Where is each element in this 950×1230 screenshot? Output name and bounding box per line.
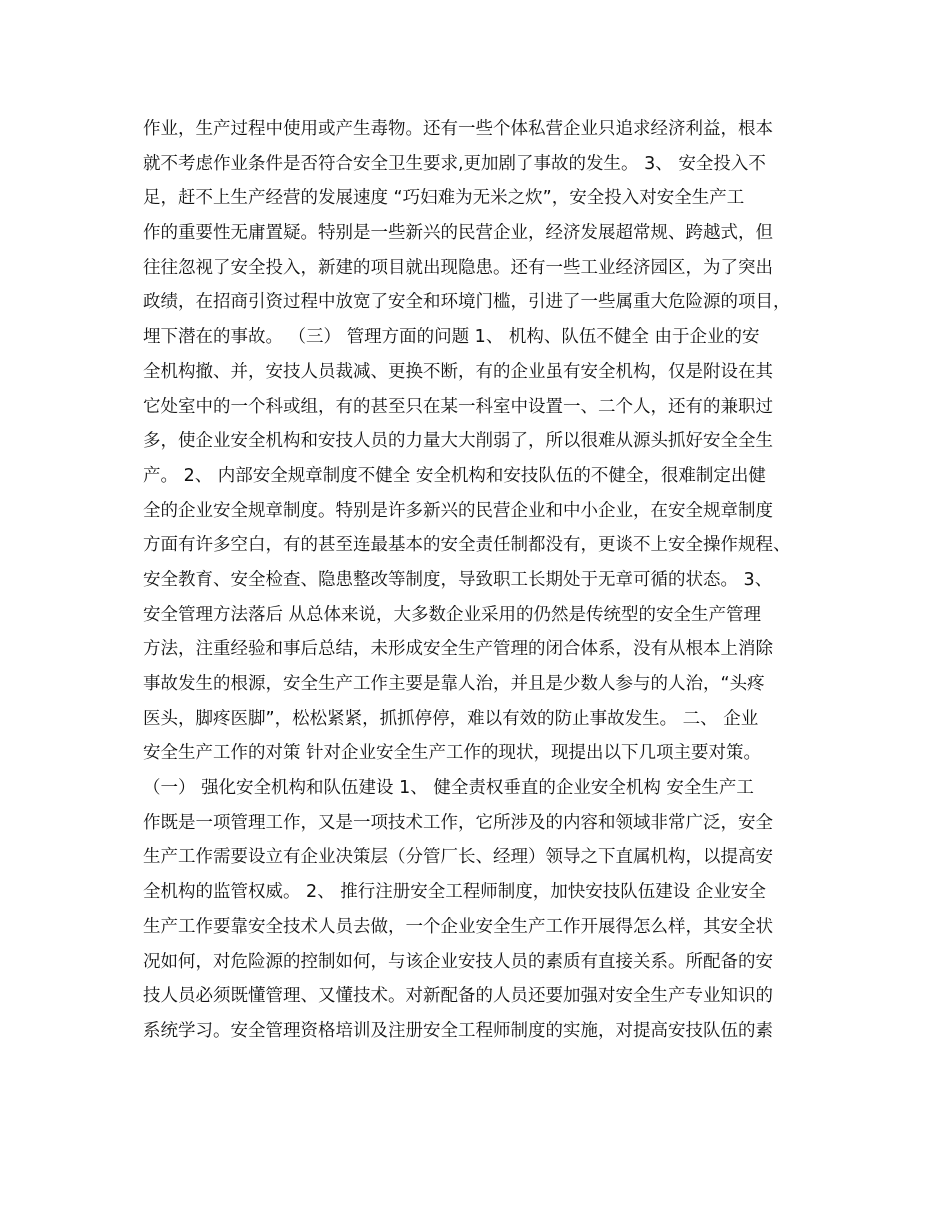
text-line: 生产工作需要设立有企业决策层（分管厂长、经理）领导之下直属机构，以提高安	[143, 847, 773, 868]
text-line: 全机构撤、并，安技人员裁减、更换不断，有的企业虽有安全机构，仅是附设在其	[143, 361, 773, 382]
text-line: 方面有许多空白，有的甚至连最基本的安全责任制都没有，更谈不上安全操作规程、	[143, 535, 791, 556]
text-line: 它处室中的一个科或组，有的甚至只在某一科室中设置一、二个人，还有的兼职过	[143, 396, 773, 417]
text-line: 产。 2、 内部安全规章制度不健全 安全机构和安技队伍的不健全，很难制定出健	[143, 465, 766, 486]
text-line: 安全教育、安全检查、隐患整改等制度，导致职工长期处于无章可循的状态。 3、	[143, 569, 773, 590]
text-line: 作既是一项管理工作，又是一项技术工作，它所涉及的内容和领域非常广泛，安全	[143, 812, 773, 833]
text-line: 足，赶不上生产经营的发展速度 “巧妇难为无米之炊”，安全投入对安全生产工	[143, 188, 745, 209]
text-line: 全机构的监管权威。 2、 推行注册安全工程师制度，加快安技队伍建设 企业安全	[143, 882, 766, 903]
text-line: 埋下潜在的事故。 （三） 管理方面的问题 1、 机构、队伍不健全 由于企业的安	[143, 327, 760, 348]
body-text	[143, 112, 833, 1049]
text-line: 医头，脚疼医脚”，松松紧紧，抓抓停停，难以有效的防止事故发生。 二、 企业	[143, 708, 759, 729]
text-line: 多，使企业安全机构和安技人员的力量大大削弱了，所以很难从源头抓好安全全生	[143, 431, 773, 452]
text-line: 况如何，对危险源的控制如何，与该企业安技人员的素质有直接关系。所配备的安	[143, 951, 773, 972]
text-line: 安全生产工作的对策 针对企业安全生产工作的现状，现提出以下几项主要对策。	[143, 743, 762, 764]
text-line: 政绩，在招商引资过程中放宽了安全和环境门槛，引进了一些属重大危险源的项目，	[143, 292, 791, 313]
text-line: 全的企业安全规章制度。特别是许多新兴的民营企业和中小企业，在安全规章制度	[143, 500, 773, 521]
text-line: 技人员必须既懂管理、又懂技术。对新配备的人员还要加强对安全生产专业知识的	[143, 986, 773, 1007]
text-line: 系统学习。安全管理资格培训及注册安全工程师制度的实施，对提高安技队伍的素	[143, 1020, 773, 1041]
text-line: 方法，注重经验和事后总结，未形成安全生产管理的闭合体系，没有从根本上消除	[143, 639, 773, 660]
text-line: 作的重要性无庸置疑。特别是一些新兴的民营企业，经济发展超常规、跨越式，但	[143, 223, 773, 244]
text-line: 生产工作要靠安全技术人员去做，一个企业安全生产工作开展得怎么样，其安全状	[143, 916, 773, 937]
text-line: 事故发生的根源，安全生产工作主要是靠人治，并且是少数人参与的人治，“头疼	[143, 674, 765, 694]
text-line: （一） 强化安全机构和队伍建设 1、 健全责权垂直的企业安全机构 安全生产工	[143, 778, 754, 799]
text-line: 就不考虑作业条件是否符合安全卫生要求,更加剧了事故的发生。 3、 安全投入不	[143, 153, 766, 174]
text-line: 安全管理方法落后 从总体来说，大多数企业采用的仍然是传统型的安全生产管理	[143, 604, 762, 625]
text-line: 往往忽视了安全投入，新建的项目就出现隐患。还有一些工业经济园区，为了突出	[143, 257, 773, 278]
text-line: 作业，生产过程中使用或产生毒物。还有一些个体私营企业只追求经济利益，根本	[143, 119, 773, 139]
